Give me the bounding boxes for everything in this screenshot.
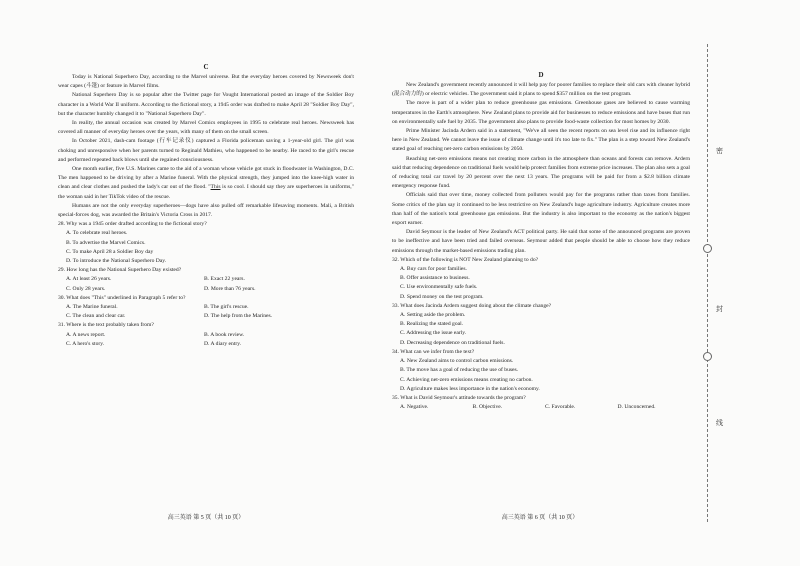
question-31: 31. Where is the text probably taken from? xyxy=(58,322,154,329)
q30-option-a: A. The Marine funeral. xyxy=(66,304,118,311)
q33-option-a: A. Setting aside the problem. xyxy=(400,312,466,319)
q29-option-a: A. At least 26 years. xyxy=(66,276,112,283)
q29-option-c: C. Only 28 years. xyxy=(66,285,106,292)
q34-option-b: B. The move has a goal of reducing the use of buses. xyxy=(400,367,519,374)
question-28: 28. Why was a 1945 order drafted according to the fictional story? xyxy=(58,221,207,228)
q34-option-d: D. Agriculture makes less importance in the nation's economy. xyxy=(400,385,540,392)
q35-option-c: C. Favorable. xyxy=(545,404,576,411)
q32-option-a: A. Buy cars for poor families. xyxy=(400,266,467,273)
q35-options-row xyxy=(400,403,690,412)
passage-d-paragraph-3: Prime Minister Jacinda Ardern said in a statement, "We've all seen the recent reports on sea level rise and its influence right here in New Zealand. We cannot leave the issue of climate change until it's too late to fix." The plan is a step toward New Zealand's stated goal of reaching net-zero carbon emissions by 2050. xyxy=(392,128,690,153)
question-29: 29. How long has the National Superhero Day existed? xyxy=(58,267,182,274)
q28-option-a: A. To celebrate real heroes. xyxy=(66,230,128,237)
seal-char-1: 密 xyxy=(716,147,723,155)
q30-options-row-2 xyxy=(66,312,354,321)
underlined-this: This xyxy=(210,184,221,191)
q30-options-row-1 xyxy=(66,303,354,312)
passage-d-paragraph-4: Reaching net-zero emissions means not creating more carbon in the atmosphere than oceans and forests can remove. Ardern said that reducing dependence on traditional fuels would help protect families from extreme price increases. The plan also sets a goal of reducing total car travel by 20 percent over the next 13 years. The programs will be paid for from a $2.8 billion climate emergency response fund. xyxy=(392,155,690,190)
question-35: 35. What is David Seymour's attitude towards the program? xyxy=(392,394,526,401)
passage-d-column xyxy=(392,70,690,412)
q29-options-row-2 xyxy=(66,285,354,294)
q32-option-d: D. Spend money on the test program. xyxy=(400,293,484,300)
passage-c-paragraph-4: In October 2021, dash-cam footage (行车记录仪) captured a Florida policeman saving a 1-year-old girl. The girl was choking and unresponsive when her parents turned to Reginald Mathieu, who happened to be nearby. He raced to the girl's rescue and performed repeated back blows until she regained consciousness. xyxy=(58,138,354,163)
q28-option-c: C. To make April 28 a Soldier Boy day xyxy=(66,248,154,255)
q29-option-b: B. Exact 22 years. xyxy=(204,276,245,283)
question-32: 32. Which of the following is NOT New Zealand planning to do? xyxy=(392,256,539,263)
passage-c-paragraph-6: Humans are not the only everyday superheroes—dogs have also pulled off remarkable lifesaving moments. Mali, a British special-forces dog, was awarded the Britain's Victoria Cross in 2017. xyxy=(58,202,354,219)
section-d-label: D xyxy=(538,71,544,79)
seal-char-2: 封 xyxy=(716,305,723,313)
q31-option-a: A. A news report. xyxy=(66,331,106,338)
q29-option-d: D. More than 76 years. xyxy=(204,285,256,292)
passage-c-paragraph-2: National Superhero Day is so popular after the Twitter page for Vought International posted an image of the Soldier Boy character in a World War II uniform. According to the fictional story, a 1945 order was drafted to make April 28 "Soldier Boy Day", but the character humbly changed it to "National Superhero Day". xyxy=(58,92,354,117)
question-34: 34. What can we infer from the text? xyxy=(392,348,475,355)
q31-option-b: B. A book review. xyxy=(204,331,245,338)
q32-option-b: B. Offer assistance to business. xyxy=(400,275,470,282)
seal-line xyxy=(707,44,708,522)
q33-option-c: C. Addressing the issue early. xyxy=(400,330,467,337)
passage-d-paragraph-1: New Zealand's government recently announced it will help pay for poorer families to replace their old cars with cleaner hybrid (混合动力的) or electric vehicles. The government said it plans to spend $357 million on the test program. xyxy=(392,82,690,98)
q34-option-c: C. Achieving net-zero emissions means creating no carbon. xyxy=(400,376,533,383)
q33-option-d: D. Decreasing dependence on traditional fuels. xyxy=(400,339,505,346)
passage-d-paragraph-6: David Seymour is the leader of New Zealand's ACT political party. He said that some of the announced programs are proven to be ineffective and have been tried and failed overseas. Seymour added that people should be able to choose how they reduce emissions through the market-based emissions trading plan. xyxy=(392,229,690,254)
question-33: 33. What does Jacinda Ardern suggest doing about the climate change? xyxy=(392,302,552,309)
q30-option-d: D. The help from the Marines. xyxy=(204,313,273,320)
q31-options-row-2 xyxy=(66,340,354,349)
binding-hole-circle xyxy=(703,352,712,361)
passage-c-paragraph-5: One month earlier, five U.S. Marines came to the aid of a woman whose vehicle got stuck in floodwater in Washington, D.C. The men happened to be driving by after a Marine funeral. With the physical strength, they jumped into the knee-high water in clean and clear clothes and pushed the lady's car out of the flood. "This is so cool. I should say they are superheroes in uniforms," the woman said in her TikTok video of the rescue. xyxy=(58,166,354,200)
q35-option-a: A. Negative. xyxy=(400,404,429,411)
q34-option-a: A. New Zealand aims to control carbon emissions. xyxy=(400,358,514,365)
q31-option-d: D. A diary entry. xyxy=(204,340,242,347)
passage-c-paragraph-3: In reality, the annual occasion was created by Marvel Comics employees in 1995 to celebrate real heroes. Newsweek has covered all manner of everyday heroes over the years, with many of them on the small screen. xyxy=(58,120,354,136)
passage-c-paragraph-1: Today is National Superhero Day, according to the Marvel universe. But the everyday heroes covered by Newsweek don't wear capes (斗篷) or feature in Marvel films. xyxy=(58,74,354,90)
passage-d-paragraph-5: Officials said that over time, money collected from polluters would pay for the programs rather than taxes from families. Some critics of the plan say it continued to be less restrictive on New Zealand's huge agriculture industry. Agriculture creates more than half of the nation's total greenhouse gas emissions. But the industry is also important to the economy as the nation's biggest export earner. xyxy=(392,192,690,227)
section-c-label: C xyxy=(203,63,209,71)
q32-option-c: C. Use environmentally safe fuels. xyxy=(400,284,478,291)
q35-option-b: B. Objective. xyxy=(472,404,503,411)
q33-option-b: B. Realizing the stated goal. xyxy=(400,321,464,328)
q35-option-d: D. Unconcerned. xyxy=(617,404,656,411)
question-30: 30. What does "This" underlined in Paragraph 5 refer to? xyxy=(58,294,186,301)
page-footer-right: 高三英语 第 6 页（共 10 页） xyxy=(501,515,579,521)
passage-d-paragraph-2: The move is part of a wider plan to reduce greenhouse gas emissions. Greenhouse gases are believed to cause warming temperatures in the Earth's atmosphere. New Zealand plans to provide aid for businesses to reduce emissions and have buses that run on environmentally safe fuel by 2035. The government also plans to provide food-waste collection for most homes by 2030. xyxy=(392,100,690,125)
q28-option-d: D. To introduce the National Superhero Day. xyxy=(66,258,167,265)
q28-option-b: B. To advertise the Marvel Comics. xyxy=(66,239,146,246)
passage-c-column xyxy=(58,62,354,349)
seal-char-3: 线 xyxy=(716,419,723,427)
binding-hole-circle xyxy=(703,244,712,253)
page-footer-left: 高三英语 第 5 页（共 10 页） xyxy=(167,515,245,521)
q30-option-c: C. The clean and clear car. xyxy=(66,313,126,320)
q30-option-b: B. The girl's rescue. xyxy=(204,304,249,311)
q31-option-c: C. A hero's story. xyxy=(66,340,105,347)
q31-options-row-1 xyxy=(66,331,354,340)
q29-options-row-1 xyxy=(66,275,354,284)
